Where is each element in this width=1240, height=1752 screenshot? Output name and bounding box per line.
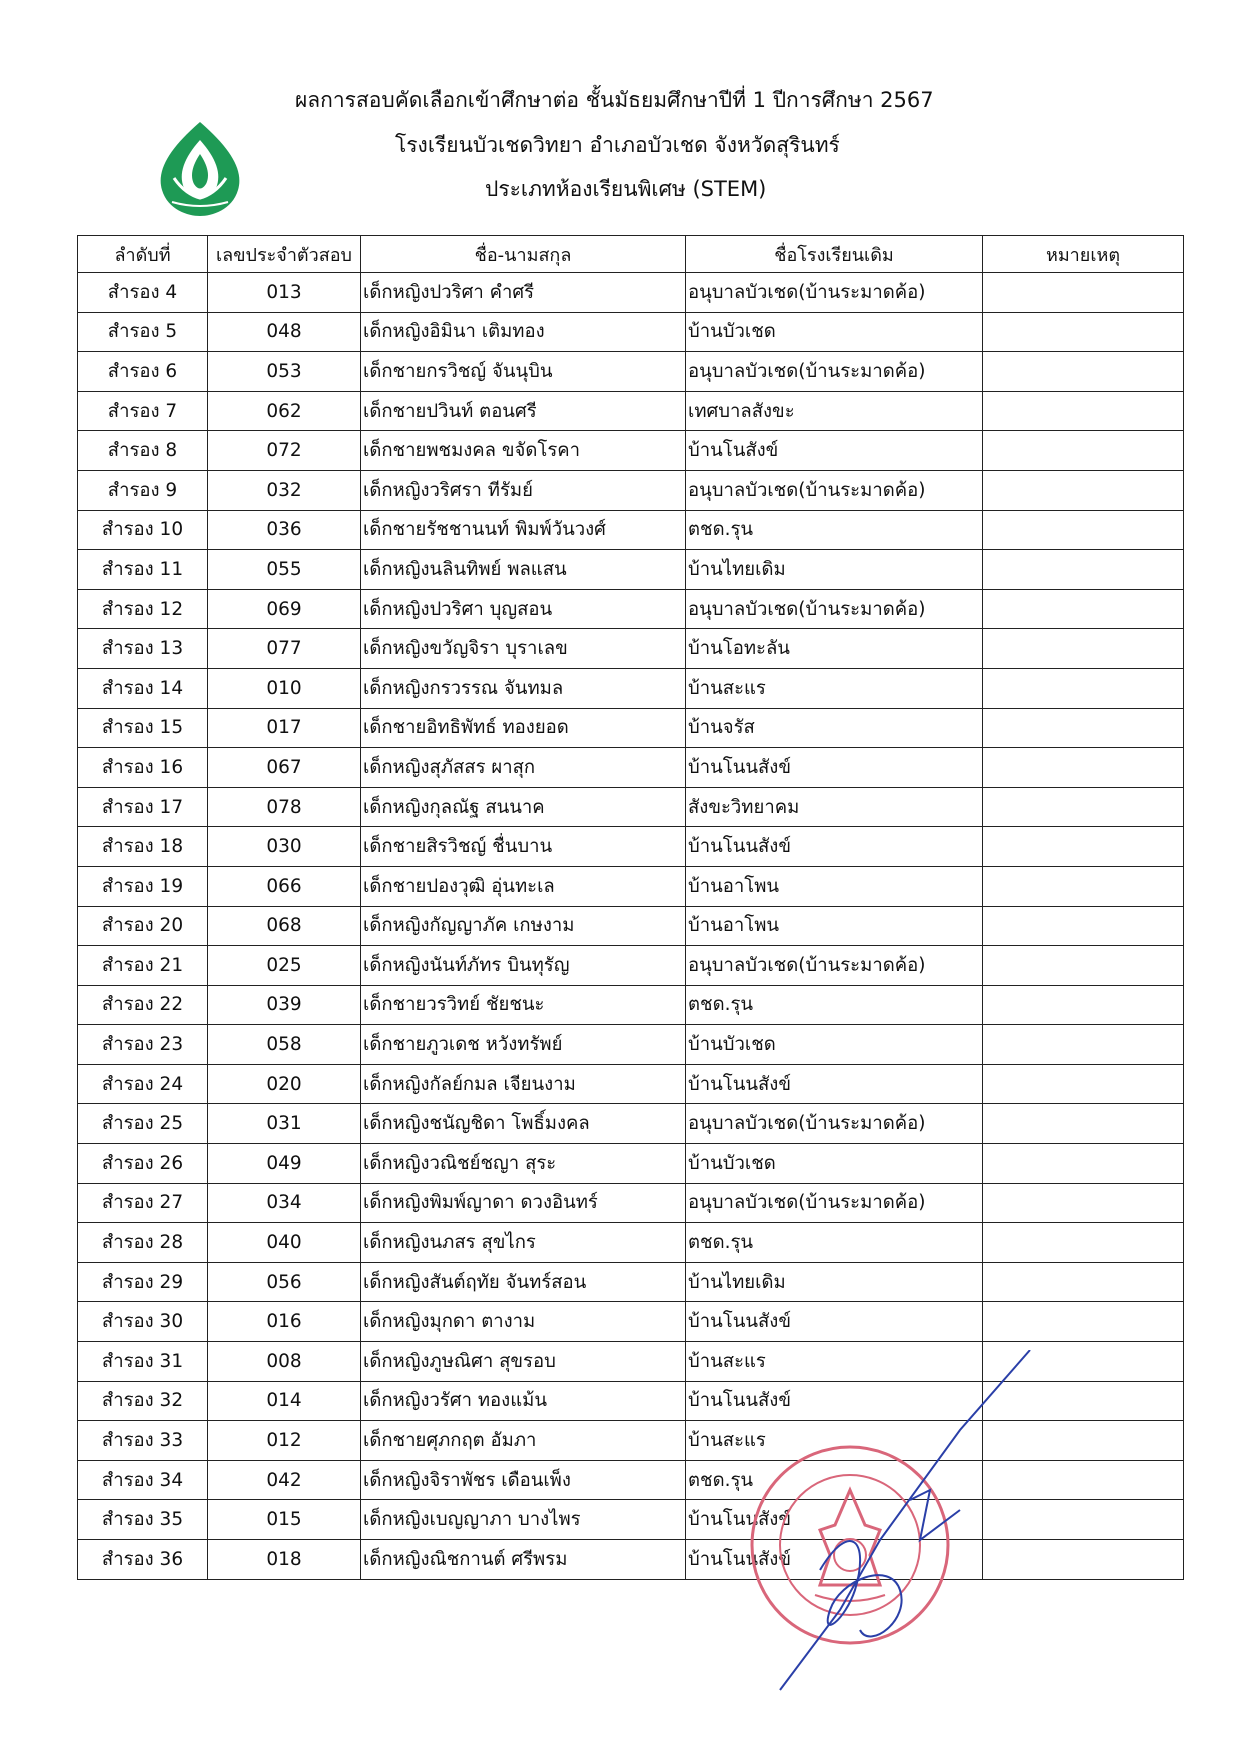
cell-prev-school: บ้านโนนสังข์ <box>686 748 983 788</box>
cell-remark <box>983 1064 1184 1104</box>
cell-remark <box>983 391 1184 431</box>
cell-prev-school: อนุบาลบัวเชด(บ้านระมาดค้อ) <box>686 1104 983 1144</box>
cell-exam-id: 072 <box>208 431 361 471</box>
cell-exam-id: 020 <box>208 1064 361 1104</box>
cell-order: สำรอง 30 <box>78 1302 208 1342</box>
cell-exam-id: 066 <box>208 866 361 906</box>
cell-order: สำรอง 21 <box>78 946 208 986</box>
cell-remark <box>983 787 1184 827</box>
cell-exam-id: 010 <box>208 668 361 708</box>
cell-name: เด็กหญิงวณิชย์ชญา สุระ <box>361 1144 686 1184</box>
column-header-name: ชื่อ-นามสกุล <box>361 236 686 273</box>
cell-remark <box>983 1183 1184 1223</box>
cell-order: สำรอง 17 <box>78 787 208 827</box>
cell-prev-school: บ้านโนนสังข์ <box>686 1540 983 1580</box>
cell-name: เด็กหญิงนลินทิพย์ พลแสน <box>361 550 686 590</box>
cell-remark <box>983 550 1184 590</box>
cell-remark <box>983 748 1184 788</box>
table-row <box>78 1183 1184 1223</box>
table-row <box>78 1104 1184 1144</box>
cell-order: สำรอง 8 <box>78 431 208 471</box>
table-row <box>78 866 1184 906</box>
cell-prev-school: ตชด.รุน <box>686 985 983 1025</box>
cell-prev-school: บ้านสะแร <box>686 1421 983 1461</box>
cell-prev-school: เทศบาลสังขะ <box>686 391 983 431</box>
cell-order: สำรอง 29 <box>78 1262 208 1302</box>
cell-name: เด็กหญิงสุภัสสร ผาสุก <box>361 748 686 788</box>
cell-exam-id: 049 <box>208 1144 361 1184</box>
cell-remark <box>983 510 1184 550</box>
cell-name: เด็กหญิงกุลณัฐ สนนาค <box>361 787 686 827</box>
column-header-exam-id: เลขประจำตัวสอบ <box>208 236 361 273</box>
cell-order: สำรอง 22 <box>78 985 208 1025</box>
cell-prev-school: บ้านไทยเดิม <box>686 550 983 590</box>
cell-order: สำรอง 14 <box>78 668 208 708</box>
cell-name: เด็กชายปองวุฒิ อุ่นทะเล <box>361 866 686 906</box>
table-row <box>78 748 1184 788</box>
cell-remark <box>983 273 1184 313</box>
cell-name: เด็กหญิงมุกดา ตางาม <box>361 1302 686 1342</box>
cell-prev-school: บ้านบัวเชด <box>686 1025 983 1065</box>
cell-name: เด็กชายสิรวิชญ์ ชื่นบาน <box>361 827 686 867</box>
cell-prev-school: บ้านสะแร <box>686 1342 983 1382</box>
cell-order: สำรอง 6 <box>78 352 208 392</box>
table-row <box>78 470 1184 510</box>
cell-exam-id: 008 <box>208 1342 361 1382</box>
cell-exam-id: 077 <box>208 629 361 669</box>
cell-exam-id: 055 <box>208 550 361 590</box>
cell-prev-school: บ้านบัวเชด <box>686 312 983 352</box>
cell-remark <box>983 1104 1184 1144</box>
table-row <box>78 312 1184 352</box>
table-row <box>78 946 1184 986</box>
cell-remark <box>983 827 1184 867</box>
cell-remark <box>983 352 1184 392</box>
cell-prev-school: บ้านโนสังข์ <box>686 431 983 471</box>
cell-prev-school: บ้านบัวเชด <box>686 1144 983 1184</box>
cell-exam-id: 067 <box>208 748 361 788</box>
cell-name: เด็กชายปวินท์ ตอนศรี <box>361 391 686 431</box>
cell-prev-school: ตชด.รุน <box>686 1223 983 1263</box>
cell-name: เด็กชายภูวเดช หวังทรัพย์ <box>361 1025 686 1065</box>
column-header-prev-school: ชื่อโรงเรียนเดิม <box>686 236 983 273</box>
cell-name: เด็กชายอิทธิพัทธ์ ทองยอด <box>361 708 686 748</box>
cell-exam-id: 068 <box>208 906 361 946</box>
cell-prev-school: บ้านโนนสังข์ <box>686 1381 983 1421</box>
cell-order: สำรอง 28 <box>78 1223 208 1263</box>
cell-order: สำรอง 23 <box>78 1025 208 1065</box>
cell-prev-school: บ้านโนนสังข์ <box>686 1064 983 1104</box>
classroom-type: ประเภทห้องเรียนพิเศษ (STEM) <box>485 177 767 201</box>
cell-name: เด็กหญิงชนัญชิดา โพธิ์มงคล <box>361 1104 686 1144</box>
cell-order: สำรอง 15 <box>78 708 208 748</box>
cell-name: เด็กหญิงกรวรรณ จันทมล <box>361 668 686 708</box>
cell-prev-school: อนุบาลบัวเชด(บ้านระมาดค้อ) <box>686 273 983 313</box>
cell-order: สำรอง 31 <box>78 1342 208 1382</box>
cell-exam-id: 053 <box>208 352 361 392</box>
cell-order: สำรอง 20 <box>78 906 208 946</box>
table-row <box>78 985 1184 1025</box>
column-header-order: ลำดับที่ <box>78 236 208 273</box>
cell-name: เด็กชายกรวิชญ์ จันนุบิน <box>361 352 686 392</box>
cell-name: เด็กหญิงปวริศา บุญสอน <box>361 589 686 629</box>
cell-name: เด็กหญิงนภสร สุขไกร <box>361 1223 686 1263</box>
cell-order: สำรอง 26 <box>78 1144 208 1184</box>
table-row <box>78 431 1184 471</box>
cell-exam-id: 016 <box>208 1302 361 1342</box>
cell-name: เด็กชายพชมงคล ขจัดโรคา <box>361 431 686 471</box>
cell-exam-id: 018 <box>208 1540 361 1580</box>
cell-exam-id: 056 <box>208 1262 361 1302</box>
cell-order: สำรอง 24 <box>78 1064 208 1104</box>
table-row <box>78 906 1184 946</box>
school-logo-icon <box>150 118 250 218</box>
cell-prev-school: บ้านโนนสังข์ <box>686 827 983 867</box>
cell-order: สำรอง 33 <box>78 1421 208 1461</box>
cell-prev-school: บ้านอาโพน <box>686 866 983 906</box>
cell-name: เด็กชายรัชชานนท์ พิมพ์วันวงศ์ <box>361 510 686 550</box>
table-row <box>78 1025 1184 1065</box>
cell-exam-id: 048 <box>208 312 361 352</box>
school-name: โรงเรียนบัวเชดวิทยา อำเภอบัวเชด จังหวัดสุรินทร์ <box>395 133 840 157</box>
cell-name: เด็กหญิงกัลย์กมล เจียนงาม <box>361 1064 686 1104</box>
cell-prev-school: อนุบาลบัวเชด(บ้านระมาดค้อ) <box>686 352 983 392</box>
cell-prev-school: บ้านโอทะลัน <box>686 629 983 669</box>
table-header-row <box>78 236 1184 273</box>
column-header-remark: หมายเหตุ <box>983 236 1184 273</box>
cell-name: เด็กหญิงวรัศา ทองแม้น <box>361 1381 686 1421</box>
cell-exam-id: 017 <box>208 708 361 748</box>
cell-order: สำรอง 25 <box>78 1104 208 1144</box>
cell-exam-id: 040 <box>208 1223 361 1263</box>
table-row <box>78 1064 1184 1104</box>
cell-order: สำรอง 35 <box>78 1500 208 1540</box>
cell-exam-id: 032 <box>208 470 361 510</box>
cell-remark <box>983 1144 1184 1184</box>
cell-order: สำรอง 34 <box>78 1460 208 1500</box>
table-row <box>78 827 1184 867</box>
table-row <box>78 589 1184 629</box>
cell-order: สำรอง 11 <box>78 550 208 590</box>
table-row <box>78 668 1184 708</box>
cell-exam-id: 062 <box>208 391 361 431</box>
cell-name: เด็กหญิงณิชกานต์ ศรีพรม <box>361 1540 686 1580</box>
cell-name: เด็กหญิงกัญญาภัค เกษงาม <box>361 906 686 946</box>
cell-prev-school: บ้านโนนสังข์ <box>686 1302 983 1342</box>
cell-exam-id: 034 <box>208 1183 361 1223</box>
cell-prev-school: ตชด.รุน <box>686 510 983 550</box>
cell-prev-school: สังขะวิทยาคม <box>686 787 983 827</box>
cell-exam-id: 039 <box>208 985 361 1025</box>
table-row <box>78 273 1184 313</box>
cell-order: สำรอง 19 <box>78 866 208 906</box>
cell-remark <box>983 985 1184 1025</box>
cell-remark <box>983 866 1184 906</box>
table-row <box>78 1262 1184 1302</box>
cell-remark <box>983 1223 1184 1263</box>
cell-name: เด็กหญิงปวริศา คำศรี <box>361 273 686 313</box>
cell-name: เด็กหญิงขวัญจิรา บุราเลข <box>361 629 686 669</box>
cell-remark <box>983 668 1184 708</box>
cell-order: สำรอง 10 <box>78 510 208 550</box>
cell-prev-school: บ้านไทยเดิม <box>686 1262 983 1302</box>
table-row <box>78 352 1184 392</box>
cell-name: เด็กหญิงอิมินา เติมทอง <box>361 312 686 352</box>
cell-name: เด็กหญิงจิราพัชร เดือนเพ็ง <box>361 1460 686 1500</box>
cell-exam-id: 069 <box>208 589 361 629</box>
cell-exam-id: 012 <box>208 1421 361 1461</box>
cell-remark <box>983 312 1184 352</box>
table-row <box>78 1302 1184 1342</box>
cell-order: สำรอง 27 <box>78 1183 208 1223</box>
cell-exam-id: 030 <box>208 827 361 867</box>
cell-prev-school: บ้านจรัส <box>686 708 983 748</box>
cell-remark <box>983 629 1184 669</box>
table-row <box>78 787 1184 827</box>
cell-order: สำรอง 5 <box>78 312 208 352</box>
cell-name: เด็กหญิงพิมพ์ญาดา ดวงอินทร์ <box>361 1183 686 1223</box>
cell-prev-school: อนุบาลบัวเชด(บ้านระมาดค้อ) <box>686 470 983 510</box>
cell-exam-id: 013 <box>208 273 361 313</box>
cell-order: สำรอง 16 <box>78 748 208 788</box>
cell-remark <box>983 589 1184 629</box>
cell-prev-school: ตชด.รุน <box>686 1460 983 1500</box>
cell-exam-id: 078 <box>208 787 361 827</box>
table-row <box>78 391 1184 431</box>
cell-remark <box>983 1262 1184 1302</box>
table-row <box>78 708 1184 748</box>
cell-order: สำรอง 18 <box>78 827 208 867</box>
cell-exam-id: 015 <box>208 1500 361 1540</box>
cell-name: เด็กหญิงสันต์ฤทัย จันทร์สอน <box>361 1262 686 1302</box>
table-row <box>78 1144 1184 1184</box>
cell-order: สำรอง 32 <box>78 1381 208 1421</box>
cell-name: เด็กหญิงวริศรา ทีรัมย์ <box>361 470 686 510</box>
cell-exam-id: 025 <box>208 946 361 986</box>
cell-name: เด็กหญิงภูษณิศา สุขรอบ <box>361 1342 686 1382</box>
document-title: ผลการสอบคัดเลือกเข้าศึกษาต่อ ชั้นมัธยมศึกษาปีที่ 1 ปีการศึกษา 2567 <box>295 88 934 112</box>
table-row <box>78 629 1184 669</box>
cell-exam-id: 058 <box>208 1025 361 1065</box>
cell-order: สำรอง 7 <box>78 391 208 431</box>
cell-remark <box>983 470 1184 510</box>
cell-order: สำรอง 36 <box>78 1540 208 1580</box>
cell-exam-id: 036 <box>208 510 361 550</box>
cell-exam-id: 042 <box>208 1460 361 1500</box>
signature-icon <box>760 1350 1060 1700</box>
table-row <box>78 510 1184 550</box>
cell-remark <box>983 1302 1184 1342</box>
cell-order: สำรอง 12 <box>78 589 208 629</box>
cell-remark <box>983 946 1184 986</box>
cell-order: สำรอง 4 <box>78 273 208 313</box>
table-row <box>78 550 1184 590</box>
cell-prev-school: บ้านโนนสังข์ <box>686 1500 983 1540</box>
cell-prev-school: อนุบาลบัวเชด(บ้านระมาดค้อ) <box>686 1183 983 1223</box>
cell-name: เด็กหญิงเบญญาภา บางไพร <box>361 1500 686 1540</box>
cell-remark <box>983 708 1184 748</box>
cell-name: เด็กชายศุภกฤต อัมภา <box>361 1421 686 1461</box>
table-row <box>78 1223 1184 1263</box>
cell-name: เด็กชายวรวิทย์ ชัยชนะ <box>361 985 686 1025</box>
cell-order: สำรอง 13 <box>78 629 208 669</box>
cell-prev-school: อนุบาลบัวเชด(บ้านระมาดค้อ) <box>686 946 983 986</box>
cell-order: สำรอง 9 <box>78 470 208 510</box>
cell-exam-id: 031 <box>208 1104 361 1144</box>
cell-prev-school: บ้านอาโพน <box>686 906 983 946</box>
cell-exam-id: 014 <box>208 1381 361 1421</box>
cell-name: เด็กหญิงนันท์ภัทร บินทุรัญ <box>361 946 686 986</box>
cell-prev-school: บ้านสะแร <box>686 668 983 708</box>
cell-remark <box>983 906 1184 946</box>
cell-remark <box>983 1025 1184 1065</box>
cell-prev-school: อนุบาลบัวเชด(บ้านระมาดค้อ) <box>686 589 983 629</box>
cell-remark <box>983 431 1184 471</box>
